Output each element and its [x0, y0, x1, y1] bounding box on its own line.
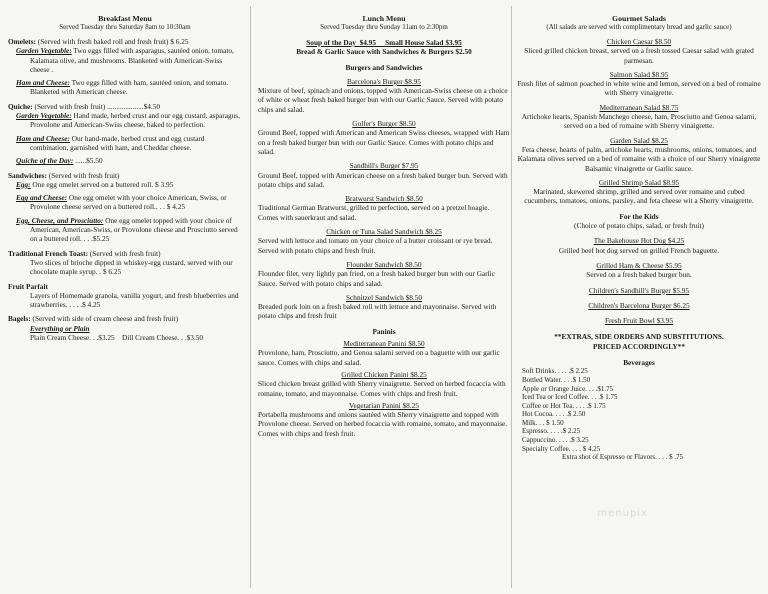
quiche-garden-name: Garden Vegetable: [16, 111, 72, 121]
omelets-section [8, 37, 242, 97]
menu-item [516, 178, 762, 206]
menu-item-desc: Marinated, skewered shrimp, grilled and served over romaine and cubed cucumbers, tomatoes, onions, parsley, and feta cheese wit a Sherry vinaigrette. [524, 187, 754, 206]
quiche-garden-desc: Hand made, herbed crust and our egg custard, asparagus, Provolone and American-Swiss cheese, baked to perfection. [30, 111, 240, 130]
beverage-item: Bottled Water. . . .$ 1.50 [522, 375, 591, 384]
bagels-heading: Bagels: [8, 314, 31, 324]
quiche-section [8, 102, 242, 166]
menu-item-name: Chicken Caesar $8.50 [606, 37, 672, 46]
omelet-garden-desc: Two eggs filled with asparagus, sautéed onion, tomato, Kalamata olive, and mushrooms. Blanketed with American-Swiss cheese . [30, 46, 234, 74]
french-toast-desc: Two slices of brioche dipped in whiskey-egg custard, served with our chocolate maple syrup. . $ 6.25 [30, 257, 233, 277]
salads-column [512, 0, 768, 594]
parfait-heading: Fruit Parfait [8, 281, 48, 291]
breakfast-column [0, 0, 248, 594]
quiche-garden [8, 111, 242, 130]
menu-item-name: Bratwurst Sandwich $8.50 [345, 194, 423, 204]
watermark: menupix [597, 508, 648, 519]
menu-item [516, 136, 762, 173]
burgers-section-title: Burgers and Sandwiches [345, 62, 423, 72]
salad-items-list [516, 37, 762, 206]
menu-item [516, 103, 762, 131]
menu-item [258, 161, 510, 189]
french-toast-note: (Served with fresh fruit) [88, 248, 161, 258]
sandwich-egg-name: Egg: [16, 179, 31, 189]
menu-item-name: Schnitzel Sandwich $8.50 [346, 292, 422, 302]
lunch-title: Lunch Menu [362, 14, 406, 23]
salads-title: Gourmet Salads [612, 14, 666, 23]
extras-line-1: **EXTRAS, SIDE ORDERS AND SUBSTITUTIONS. [554, 332, 724, 342]
menu-item-name: Vegetarian Panini $8.25 [349, 400, 419, 410]
beverage-item: Apple or Orange Juice. . . .$1.75 [522, 384, 614, 393]
breakfast-title: Breakfast Menu [98, 14, 152, 23]
menu-item-name: Grilled Chicken Panini $8.25 [341, 369, 427, 379]
menu-item [258, 339, 510, 367]
beverages-list [516, 367, 762, 462]
bagels-note: (Served with side of cream cheese and fresh fruit) [30, 314, 178, 324]
sandwich-eggcheese [8, 193, 242, 212]
menu-item-name: Mediterranean Panini $8.50 [343, 339, 425, 349]
paninis-section-title: Paninis [372, 326, 396, 336]
beverage-item: Hot Cocoa. . . . .$ 2.50 [522, 410, 586, 419]
quiche-of-day-name: Quiche of the Day: [16, 156, 74, 166]
bagels-prices: Plain Cream Cheese. . .$3.25 Dill Cream Cheese. . .$3.50 [30, 333, 204, 343]
beverage-item: Soft Drinks. . . . .$ 2.25 [522, 367, 588, 376]
menu-item-desc: Portabella mushrooms and onions sautéed with Sherry vinaigrette and topped with Provolone cheese. Served on herbed focaccia with romaine, tomato, and mayonnaise. Comes with chips and fresh fruit. [258, 410, 508, 438]
menu-item [258, 119, 510, 156]
beverages-title: Beverages [623, 358, 655, 368]
extras-line-2: PRICED ACCORDINGLY** [593, 341, 685, 351]
menu-item-name: The Bakehouse Hot Dog $4.25 [593, 236, 685, 246]
specials-line-1: Soup of the Day $4.95 Small House Salad $3.95 [306, 38, 462, 47]
menu-item [258, 260, 510, 288]
breakfast-hours: Served Tuesday thru Saturday 8am to 10:30am [59, 23, 191, 31]
sandwich-egg [8, 180, 242, 189]
menu-item-desc: Feta cheese, hearts of palm, artichoke hearts, mushrooms, onions, tomatoes, and Kalamata olives served on a bed of romaine with a choice of our Sherry vinaigrette Balsamic vinaigrette or Garlic sauce. [517, 144, 761, 173]
menu-item-name: Grilled Shrimp Salad $8.95 [598, 177, 680, 187]
lunch-column [252, 0, 514, 594]
menu-item [258, 77, 510, 114]
menu-item-name: Children's Sandhill's Burger $5.95 [588, 285, 690, 295]
beverage-item: Cappuccino. . . . .$ 3.25 [522, 436, 589, 445]
menu-item [516, 236, 762, 255]
sandwich-eggprosc [8, 216, 242, 244]
menu-item-desc: Sliced grilled chicken breast, served on a fresh tossed Caesar salad with grated parmesan. [524, 46, 754, 65]
sandwiches-heading: Sandwiches: [8, 170, 47, 180]
menu-item-desc: Traditional German Bratwurst, grilled to perfection, served on a pretzel hoagie. Comes with sauerkraut and salad. [258, 203, 490, 222]
menu-item [516, 286, 762, 295]
omelets-heading: Omelets: [8, 37, 36, 46]
lunch-items-list [258, 77, 510, 321]
menu-item-desc: Breaded pork loin on a fresh baked roll with lettuce and mayonnaise. Served with potato chips and fresh fruit [258, 302, 497, 321]
sandwiches-section [8, 171, 242, 244]
menu-item-name: Mediterranean Salad $8.75 [599, 102, 679, 112]
menu-item-desc: Served with lettuce and tomato on your choice of a butter croissant or rye bread. Served with potato chips and fresh fruit. [258, 236, 493, 255]
quiche-note: (Served with fresh fruit) ....................$4.50 [32, 101, 161, 111]
menu-item-name: Garden Salad $8.25 [610, 135, 668, 145]
sandwich-egg-desc: One egg omelet served on a buttered roll. $ 3.95 [30, 179, 174, 189]
beverage-item: Coffee or Hot Tea. . . . .$ 1.75 [522, 401, 606, 410]
menu-item [258, 227, 510, 255]
omelet-garden-name: Garden Vegetable: [16, 46, 72, 56]
beverage-item: Extra shot of Espresso or Flavors. . . . $ .75 [562, 453, 684, 462]
menu-item-desc: Fresh filet of salmon poached in white wine and lemon, served on a bed of romaine with Sherry vinaigrette. [517, 79, 761, 98]
parfait-desc: Layers of Homemade granola, vanilla yogurt, and fresh blueberries and strawberries. . . . .$ 4.25 [30, 290, 239, 310]
sandwich-eggprosc-name: Egg, Cheese, and Prosciutto: [16, 215, 104, 225]
menu-item [516, 316, 762, 325]
menu-item-desc: Ground Beef, topped with American and American Swiss cheeses, wrapped with Ham on a fresh baked burger bun with our Garlic Sauce. Comes with potato chips and salad. [258, 128, 510, 156]
menu-item-name: Flounder Sandwich $8.50 [346, 259, 422, 269]
panini-items-list [258, 339, 510, 438]
menu-item-name: Sandhill's Burger $7.95 [349, 161, 419, 171]
omelet-hamcheese-name: Ham and Cheese: [16, 78, 70, 88]
menu-item-desc: Artichoke hearts, Spanish Manchego cheese, ham, Prosciutto and Genoa salami, served on a bed of romaine with Sherry vinaigrette. [521, 112, 757, 131]
french-toast-heading: Traditional French Toast: [8, 248, 89, 258]
bagels-sub: Everything or Plain [30, 323, 90, 333]
french-toast-section [8, 249, 242, 277]
column-divider [250, 6, 251, 588]
beverage-item: Iced Tea or Iced Coffee. . . .$ 1.75 [522, 393, 618, 402]
quiche-of-day-price: ......$5.50 [73, 156, 103, 166]
omelet-hamcheese [8, 78, 242, 97]
sandwich-eggcheese-name: Egg and Cheese: [16, 193, 68, 203]
menu-item [258, 370, 510, 398]
menu-item-name: Barcelona's Burger $8.95 [347, 76, 421, 86]
menu-item [258, 293, 510, 321]
omelet-garden [8, 46, 242, 74]
lunch-specials-2: Bread & Garlic Sauce with Sandwiches & Burgers $2.50 [296, 47, 472, 57]
menu-item [516, 301, 762, 310]
omelets-note: (Served with fresh baked roll and fresh fruit) $ 6.25 [35, 37, 189, 46]
beverage-item: Milk. . . $ 1.50 [522, 418, 564, 427]
quiche-heading: Quiche: [8, 101, 33, 111]
parfait-section [8, 282, 242, 310]
lunch-hours: Served Tuesday thru Sunday 11am to 2:30pm [320, 23, 448, 31]
menu-item-desc: Sliced chicken breast grilled with Sherry vinaigrette. Served on herbed focaccia with romaine, tomato, and mayonnaise. Comes with chips and fresh fruit. [258, 379, 506, 398]
menu-item [258, 194, 510, 222]
quiche-hamcheese-desc: Our hand-made, herbed crust and egg custard combination, garnished with ham, and Cheddar cheese. [30, 133, 205, 152]
menu-item-desc: Mixture of beef, spinach and onions, topped with American-Swiss cheese on a choice of white or wheat fresh baked burger bun with our Garlic Sauce. Served with potato chips and salad. [258, 86, 508, 114]
menu-item-desc: Provolone, ham, Prosciutto, and Genoa salami served on a baguette with our garlic sauce. Comes with chips and salad. [258, 348, 500, 367]
menu-item [516, 261, 762, 280]
salads-subtitle: (All salads are served with complimentary bread and garlic sauce) [546, 23, 732, 31]
beverage-item: Specialty Coffee. . . . $ 4.25 [522, 444, 601, 453]
quiche-of-day [8, 156, 242, 165]
menu-item-desc: Served on a fresh baked burger bun. [586, 270, 692, 280]
menu-item-desc: Grilled beef hot dog served on grilled French baguette. [558, 245, 720, 255]
menu-item-name: Fresh Fruit Bowl $3.95 [604, 316, 674, 326]
menu-item-name: Golfer's Burger $8.50 [352, 119, 416, 129]
lunch-specials-1 [258, 38, 510, 47]
menu-item [516, 70, 762, 98]
bagels-section [8, 314, 242, 342]
menu-item-desc: Ground Beef, topped with American cheese on a fresh baked burger bun. Served with potato chips and salad. [258, 170, 508, 189]
quiche-hamcheese [8, 134, 242, 153]
menu-item-desc: Flounder filet, very lightly pan fried, on a fresh baked burger bun with our Garlic Sauce. Served with potato chips and salad. [258, 269, 495, 288]
quiche-hamcheese-name: Ham and Cheese: [16, 133, 70, 143]
menu-item-name: Grilled Ham & Cheese $5.95 [596, 260, 682, 270]
menu-item [516, 37, 762, 65]
kids-subtitle: (Choice of potato chips, salad, or fresh fruit) [574, 221, 704, 231]
menu-item-name: Salmon Salad $8.95 [609, 69, 669, 79]
menu-item-name: Chicken or Tuna Salad Sandwich $8.25 [326, 227, 442, 237]
kids-title: For the Kids [619, 211, 659, 221]
kids-items-list [516, 236, 762, 325]
beverage-item: Espresso. . . . .$ 2.25 [522, 427, 581, 436]
menu-item [258, 401, 510, 438]
sandwiches-note: (Served with fresh fruit) [46, 170, 120, 180]
sandwich-eggprosc-desc: One egg omelet topped with your choice of American, American-Swiss, or Provolone cheese and Prosciutto served on a buttered roll. . . .$5.25 [30, 215, 238, 244]
omelet-hamcheese-desc: Two eggs filled with ham, sautéed onion, and tomato. Blanketed with American cheese. [30, 78, 229, 97]
menu-item-name: Children's Barcelona Burger $6.25 [588, 300, 690, 310]
sandwich-eggcheese-desc: One egg omelet with your choice American, Swiss, or Provolone cheese served on a buttered roll.. . . $ 4.25 [30, 193, 227, 212]
